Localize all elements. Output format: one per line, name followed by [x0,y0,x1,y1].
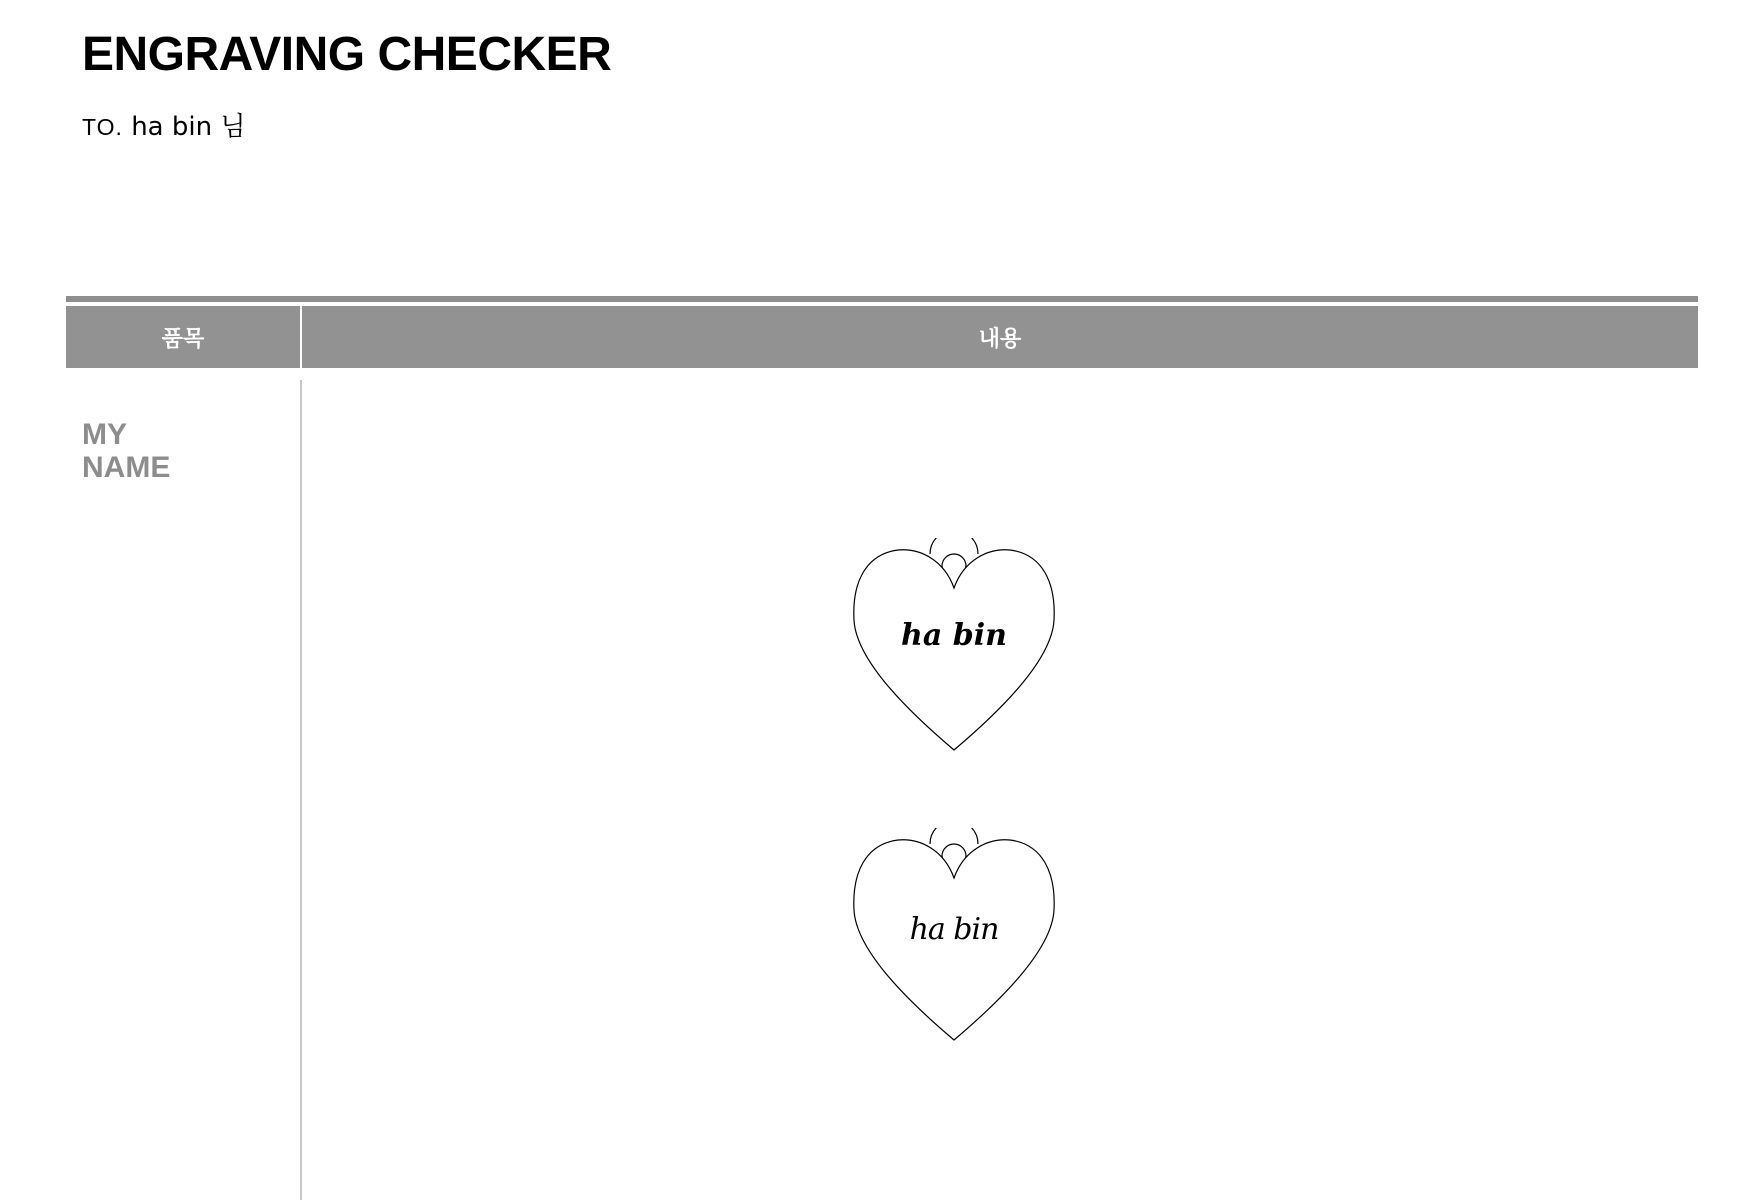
column-header-item: 품목 [161,326,205,352]
engraving-text: ha bin [909,912,999,947]
column-divider [300,380,302,1200]
column-header-content: 내용 [978,326,1022,352]
engraving-text: ha bin [901,618,1007,653]
table-top-rule [66,296,1698,302]
item-label-line: MY [82,418,127,451]
item-label [82,418,170,484]
recipient-name: ha bin [131,112,213,142]
recipient-line [82,108,245,146]
charm-preview [846,538,1062,760]
page-title: ENGRAVING CHECKER [82,28,612,81]
table-header [66,306,1698,368]
charm-preview [846,828,1062,1050]
to-label: TO. [82,114,123,140]
item-label-line: NAME [82,451,171,484]
honorific: 님 [220,112,246,142]
